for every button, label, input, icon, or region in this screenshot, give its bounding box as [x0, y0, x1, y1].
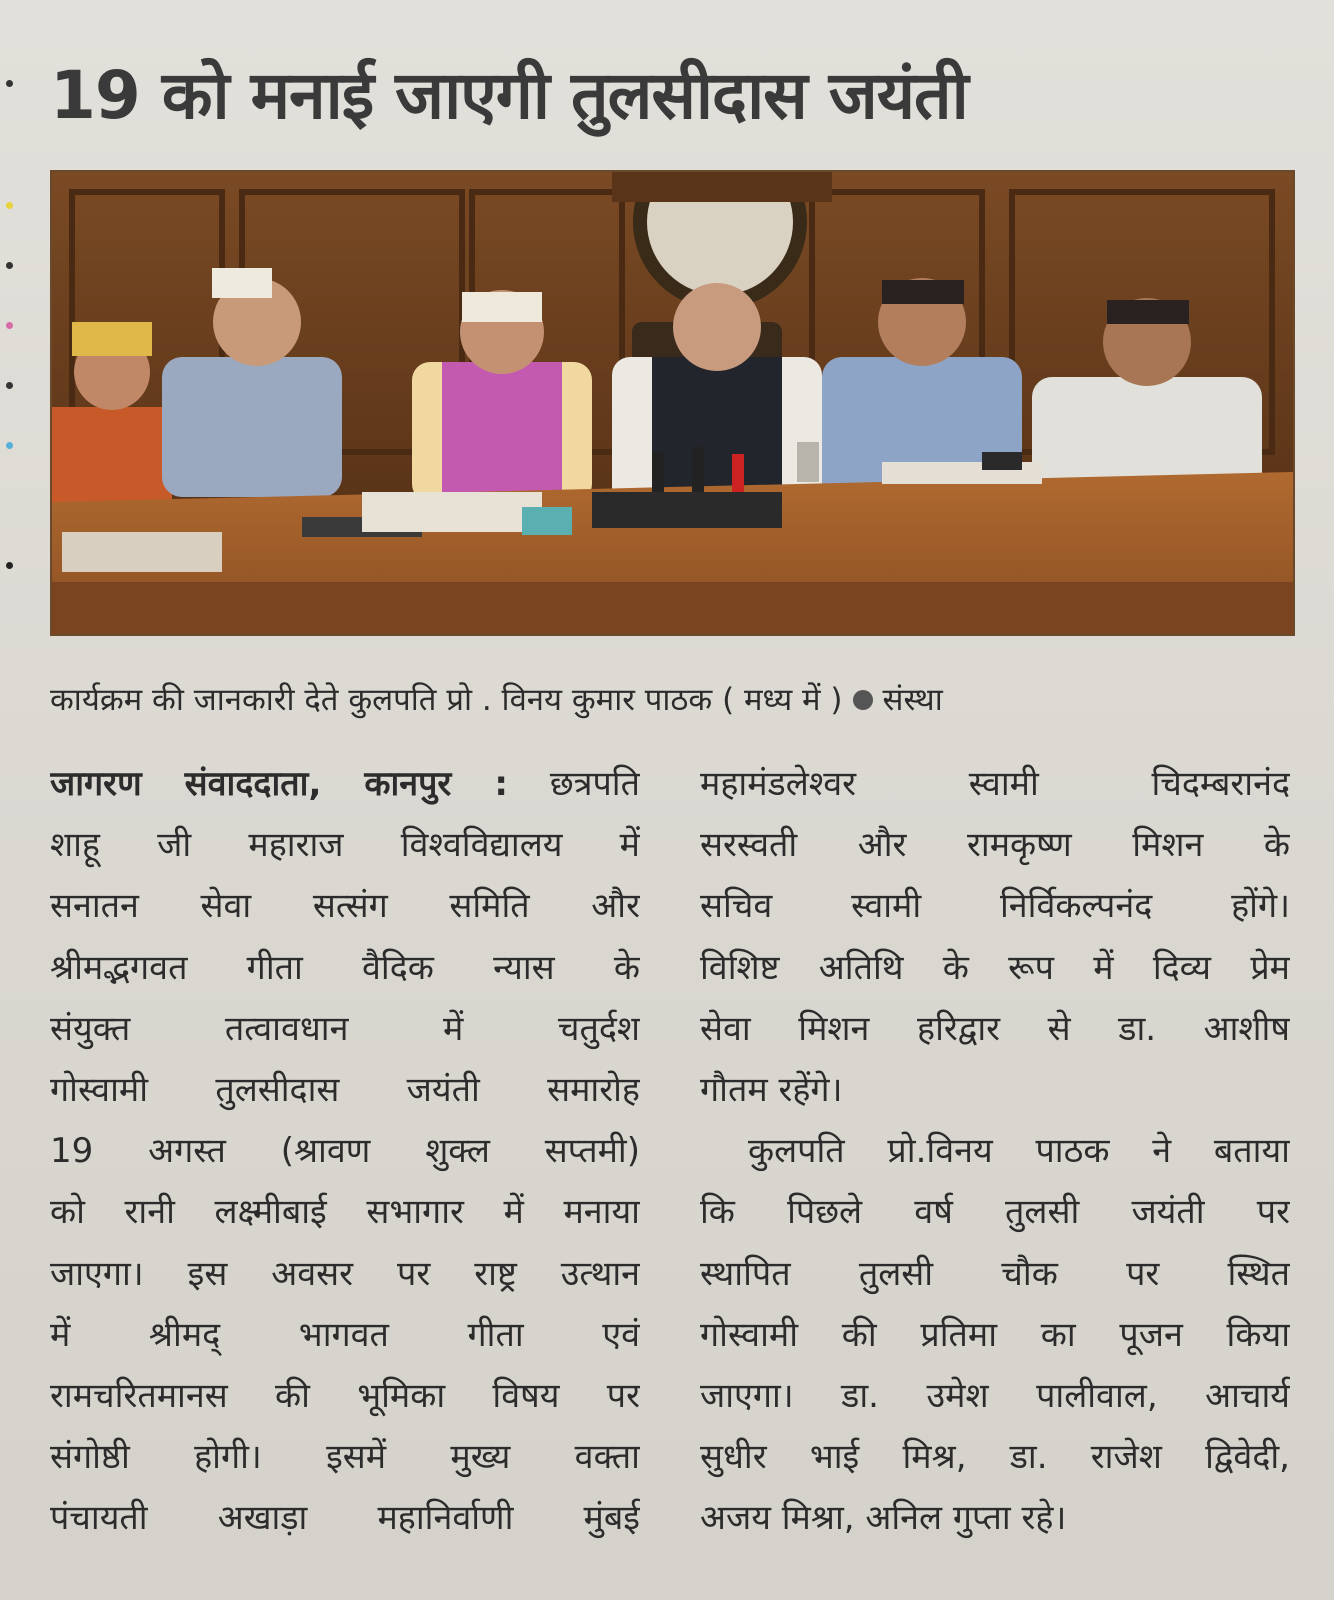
article-line: जाएगा। इस अवसर पर राष्ट्र उत्थान — [50, 1253, 640, 1294]
papers — [62, 532, 222, 572]
photo-credit: संस्था — [882, 682, 943, 718]
article-line — [50, 754, 640, 815]
registration-dot — [6, 80, 13, 87]
article-line: महामंडलेश्वर स्वामी चिदम्बरानंद — [700, 764, 1290, 804]
dateline: जागरण संवाददाता, कानपुर : — [50, 764, 508, 804]
article-line: अजय मिश्रा, अनिल गुप्ता रहे। — [700, 1498, 1067, 1539]
article-line: संयुक्त तत्वावधान में चतुर्दश — [50, 1008, 640, 1049]
registration-dot — [6, 202, 13, 209]
article-line: सुधीर भाई मिश्र, डा. राजेश द्विवेदी, — [700, 1437, 1290, 1478]
microphone-icon — [732, 454, 744, 492]
papers — [362, 492, 542, 532]
article-line: रामचरितमानस की भूमिका विषय पर — [50, 1375, 640, 1416]
registration-dot — [6, 562, 13, 569]
device — [982, 452, 1022, 470]
article-line: 19 अगस्त (श्रावण शुक्ल सप्तमी) — [50, 1131, 640, 1172]
article-line: में श्रीमद् भागवत गीता एवं — [50, 1314, 640, 1355]
article-line: गोस्वामी तुलसीदास जयंती समारोह — [50, 1069, 640, 1110]
article-line: शाहू जी महाराज विश्वविद्यालय में — [50, 825, 640, 866]
article-line: को रानी लक्ष्मीबाई सभागार में मनाया — [50, 1192, 640, 1233]
registration-dot — [6, 382, 13, 389]
margin-registration-dots — [6, 80, 20, 600]
water-glass — [797, 442, 819, 482]
microphone-stand — [592, 492, 782, 528]
article-line: श्रीमद्भगवत गीता वैदिक न्यास के — [50, 947, 640, 988]
article-line: संगोष्ठी होगी। इसमें मुख्य वक्ता — [50, 1437, 640, 1478]
article-headline: 19 को मनाई जाएगी तुलसीदास जयंती — [50, 57, 968, 134]
article-line: पंचायती अखाड़ा महानिर्वाणी मुंबई — [50, 1498, 640, 1539]
caption-text: कार्यक्रम की जानकारी देते कुलपति प्रो . विनय कुमार पाठक ( मध्य में ) — [50, 682, 843, 718]
emblem-banner — [612, 172, 832, 202]
article-line: कुलपति प्रो.विनय पाठक ने बताया — [748, 1131, 1290, 1172]
table-edge — [52, 582, 1293, 634]
article-line: स्थापित तुलसी चौक पर स्थित — [700, 1253, 1290, 1294]
microphone-icon — [692, 447, 704, 492]
article-column-right — [700, 754, 1290, 1549]
registration-dot — [6, 442, 13, 449]
article-column-left — [50, 754, 640, 1549]
article-line: जाएगा। डा. उमेश पालीवाल, आचार्य — [700, 1375, 1290, 1416]
article-line: गौतम रहेंगे। — [700, 1069, 843, 1110]
article-line: सेवा मिशन हरिद्वार से डा. आशीष — [700, 1008, 1290, 1049]
caption-bullet-icon — [853, 690, 873, 710]
article-line: सरस्वती और रामकृष्ण मिशन के — [700, 825, 1290, 866]
registration-dot — [6, 262, 13, 269]
article-line: सनातन सेवा सत्संग समिति और — [50, 886, 640, 927]
line-text: छत्रपति — [549, 764, 640, 804]
article-line: कि पिछले वर्ष तुलसी जयंती पर — [700, 1192, 1290, 1233]
press-conference-illustration — [52, 172, 1293, 634]
article-line: गोस्वामी की प्रतिमा का पूजन किया — [700, 1314, 1290, 1355]
tissue-box — [522, 507, 572, 535]
microphone-icon — [652, 452, 664, 492]
article-line: सचिव स्वामी निर्विकल्पनंद होंगे। — [700, 886, 1290, 927]
press-conference-photo — [50, 170, 1295, 636]
registration-dot — [6, 322, 13, 329]
article-line: विशिष्ट अतिथि के रूप में दिव्य प्रेम — [700, 947, 1290, 988]
photo-caption — [50, 676, 1295, 724]
